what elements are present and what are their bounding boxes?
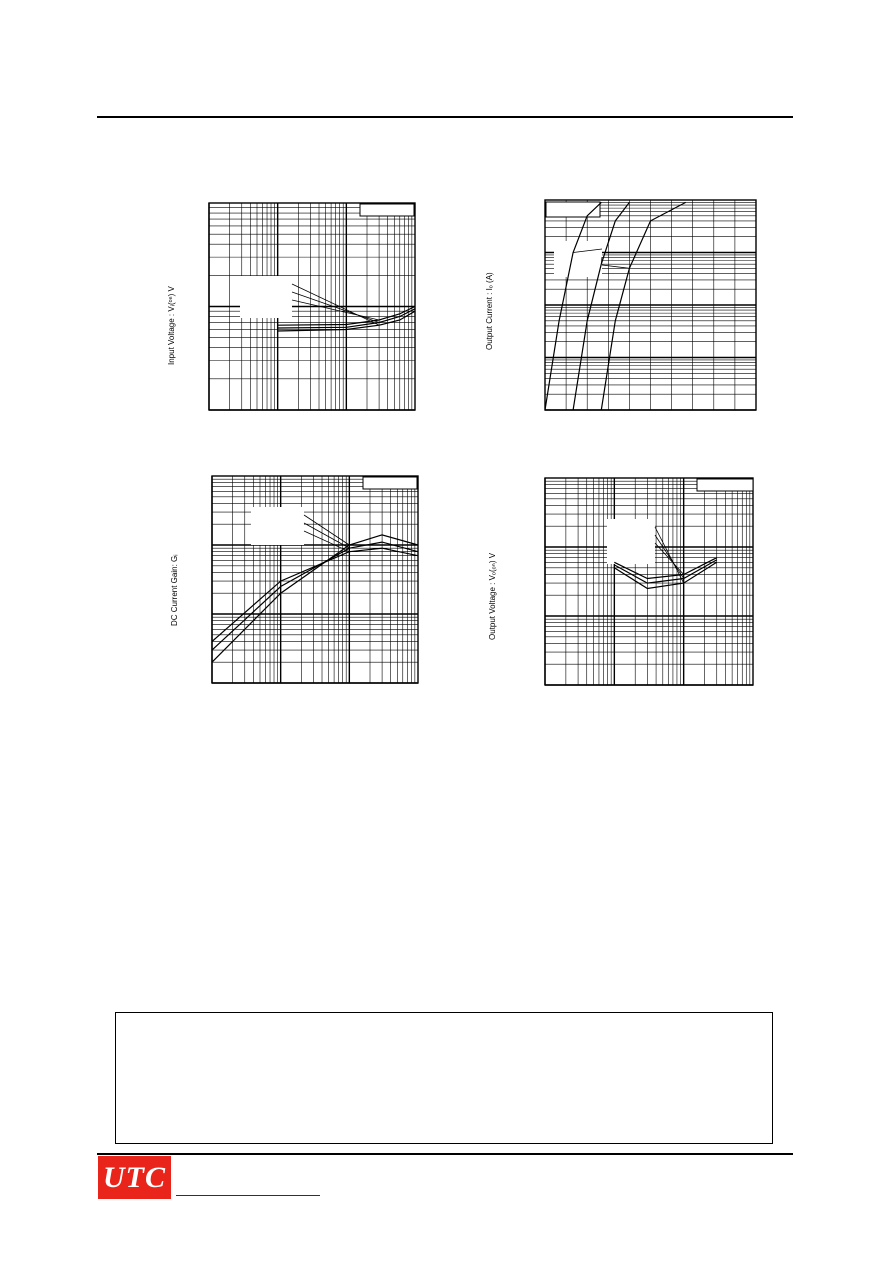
series-line [614,562,716,588]
plot-frame [212,476,418,683]
dc-current-gain-chart [212,476,418,683]
series-line [212,542,418,650]
utc-logo-text: UTC [103,1160,166,1194]
input-voltage-plot [209,203,415,410]
footer-rule [97,1153,793,1155]
legend-box [697,479,753,491]
legend-box [546,202,600,217]
series-line [573,202,629,410]
plot-frame [545,478,753,685]
output-current-chart [545,200,756,410]
series-line [601,202,685,410]
key-box [554,241,602,277]
series-line [212,535,418,662]
legend-box [360,204,414,216]
key-box [251,507,304,545]
dc-current-gain-y-axis-label: DC Current Gain: Gᵢ [170,554,179,626]
output-voltage-y-axis-label: Output Voltage : Vₒ(ₒₙ) V [488,552,497,640]
dc-current-gain-plot [212,476,418,683]
grid [212,476,418,683]
output-current-plot [545,200,756,410]
legend-box [363,477,417,489]
website-link[interactable] [176,1185,320,1196]
series-leader-line [655,535,684,578]
header-rule [97,116,793,118]
output-voltage-plot [545,478,753,685]
input-voltage-y-axis-label: Input Voltage : Vᵢ(ᵒⁿ) V [167,286,176,365]
notice-box [115,1012,773,1144]
input-voltage-chart [209,203,415,410]
utc-logo [98,1156,171,1199]
key-box [240,276,292,318]
output-current-y-axis-label: Output Current : Iₒ (A) [485,272,494,350]
series-leader-line [602,265,629,268]
series-line [545,202,601,410]
output-voltage-chart [545,478,753,685]
key-box [607,519,655,564]
grid [209,203,415,410]
series-line [212,548,418,641]
grid [545,478,753,685]
grid [545,200,756,410]
